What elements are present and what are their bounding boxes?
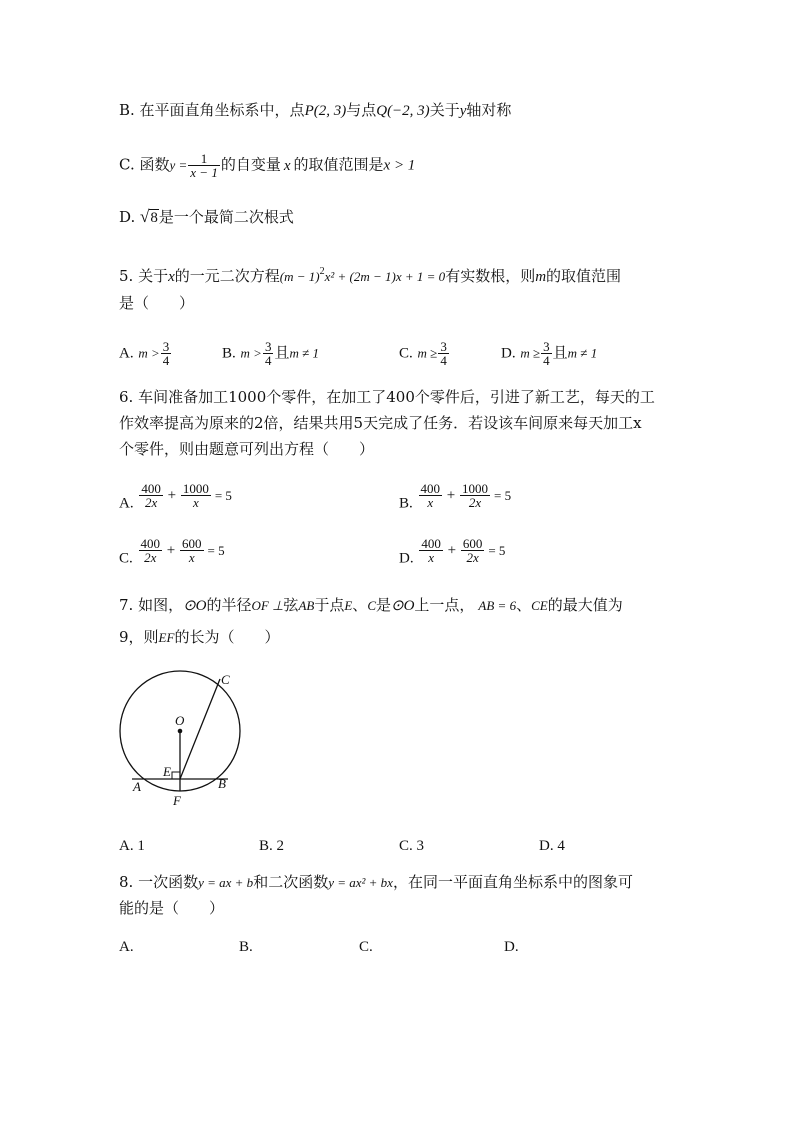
separator-2: 、: [516, 596, 532, 614]
text-independent-var: 的自变量: [220, 155, 281, 174]
q8-option-b[interactable]: B.: [239, 939, 253, 955]
label-b: B: [218, 776, 226, 791]
numerator: 600: [462, 536, 483, 551]
fraction-1: [419, 537, 443, 564]
numerator: 3: [162, 339, 170, 354]
fraction-2: [461, 537, 485, 564]
func-y: y =: [169, 157, 188, 173]
q8-text2: 和二次函数: [253, 873, 329, 891]
fraction-2: [181, 482, 211, 509]
fraction-1: [139, 537, 163, 564]
q7-line2: [119, 627, 279, 648]
fraction-2: [460, 482, 490, 509]
option-label: A.: [119, 345, 134, 362]
numerator: 3: [440, 339, 447, 354]
numerator: 3: [264, 339, 272, 354]
q5-line2: 是（ ）: [119, 294, 195, 312]
point-c: C: [367, 598, 376, 613]
denominator: x: [192, 495, 199, 510]
text-symmetric: 轴对称: [466, 101, 512, 119]
rhs: = 5: [494, 487, 512, 503]
rhs: = 5: [214, 487, 232, 503]
q5-option-d[interactable]: [501, 340, 597, 367]
circle-o-2: ⊙O: [391, 598, 415, 614]
denominator: x: [427, 495, 434, 510]
plus-sign: +: [163, 542, 180, 559]
denominator: 4: [264, 353, 272, 368]
option-label: D.: [399, 550, 414, 567]
plus-sign: +: [443, 542, 460, 559]
condition: x > 1: [383, 157, 416, 174]
denominator: 4: [543, 353, 550, 368]
option-expr: m ≥: [417, 345, 438, 361]
option-b-text: B. 在平面直角坐标系中，点: [119, 101, 305, 119]
q8-option-a[interactable]: A.: [119, 939, 134, 955]
cond-ab: AB = 6: [478, 598, 517, 613]
option-b-line: [119, 100, 511, 121]
option-label: C.: [119, 550, 133, 567]
separator: 、: [352, 596, 368, 614]
numerator: 400: [140, 536, 161, 551]
denominator: 4: [440, 353, 447, 368]
numerator: 400: [421, 536, 441, 551]
q8-line2: 能的是（ ）: [119, 899, 225, 917]
option-d-line: [119, 207, 294, 228]
q5-option-c[interactable]: [399, 340, 450, 367]
expr-ce: CE: [531, 598, 548, 613]
segment-ce: [180, 679, 220, 779]
label-c: C: [221, 672, 230, 687]
numerator: 1000: [462, 481, 489, 496]
denominator: 2x: [468, 495, 482, 510]
fraction-2: [180, 537, 204, 564]
denominator: x − 1: [190, 165, 218, 180]
func-quadratic: y = ax² + bx: [328, 875, 393, 890]
q7-text6: 上一点，: [414, 596, 475, 614]
q6-option-c[interactable]: [119, 537, 225, 569]
radicand: 8: [150, 210, 158, 226]
circle-o: ⊙O: [183, 598, 207, 614]
denominator: 2x: [144, 495, 158, 510]
q7-text2: 的半径: [206, 596, 252, 614]
var-x: x: [168, 269, 175, 285]
option-cond: m ≠ 1: [289, 345, 320, 361]
q7-text4: 于点: [314, 596, 345, 614]
fraction: [541, 340, 552, 367]
q5-text3: 有实数根，则: [445, 267, 536, 285]
fraction: [263, 340, 274, 367]
fraction: [161, 340, 172, 367]
denominator: 2x: [466, 550, 479, 565]
q8-text3: ，在同一平面直角坐标系中的图象可: [392, 873, 633, 891]
q5-text: 5. 关于: [119, 267, 169, 285]
denominator: x: [428, 550, 435, 565]
fraction: [188, 152, 220, 179]
option-label: D.: [501, 345, 516, 362]
option-label: B.: [222, 345, 236, 362]
plus-sign: +: [443, 487, 460, 504]
q5-option-b[interactable]: [222, 340, 319, 367]
rhs: = 5: [488, 542, 506, 558]
denominator: 2x: [144, 550, 157, 565]
expr-of: OF ⊥: [251, 598, 284, 613]
label-o: O: [175, 713, 185, 728]
equation-part2: x² + (2m − 1)x + 1 = 0: [324, 269, 446, 284]
option-d-tail: 是一个最简二次根式: [158, 208, 294, 226]
denominator: x: [188, 550, 195, 565]
option-expr: m >: [240, 345, 262, 361]
var-y: y: [459, 103, 467, 119]
var-m: m: [535, 269, 547, 285]
q5-option-a[interactable]: [119, 340, 172, 367]
option-expr: m ≥: [520, 345, 541, 361]
expr-ef: EF: [158, 630, 175, 645]
q5-text2: 的一元二次方程: [174, 267, 280, 285]
numerator: 1000: [182, 481, 209, 496]
q7-option-a[interactable]: A. 1: [119, 838, 145, 854]
numerator: 1: [188, 152, 220, 166]
q7-text5: 是: [375, 596, 391, 614]
q7-line1: [119, 595, 623, 616]
text-range: 的取值范围是: [293, 155, 384, 174]
text-about: 关于: [429, 101, 460, 119]
q8-line1: [119, 872, 633, 893]
q7-text9: 的长为（ ）: [174, 628, 280, 646]
q8-text: 8. 一次函数: [119, 873, 199, 891]
label-f: F: [173, 793, 181, 808]
q7-text8: 9，则: [119, 628, 159, 646]
equation-part1: (m − 1): [279, 269, 320, 284]
point-p: P(2, 3): [304, 103, 347, 119]
option-c-text: C. 函数: [119, 155, 170, 174]
point-e: E: [344, 598, 353, 613]
option-and: 且: [552, 343, 568, 362]
fraction: [438, 340, 449, 367]
label-e: E: [163, 764, 171, 779]
sqrt-icon: √: [140, 207, 150, 226]
q6-option-b[interactable]: [399, 482, 511, 514]
plus-sign: +: [163, 487, 180, 504]
fraction-1: [139, 482, 163, 509]
rhs: = 5: [207, 542, 225, 558]
func-linear: y = ax + b: [198, 875, 254, 890]
q6-option-d[interactable]: [399, 537, 505, 569]
numerator: 600: [182, 536, 202, 551]
label-a: A: [133, 779, 141, 794]
q7-option-b[interactable]: B. 2: [259, 838, 285, 854]
option-and: 且: [274, 343, 290, 362]
q7-text: 7. 如图，: [119, 596, 184, 614]
q6-line2: 作效率提高为原来的2倍，结果共用5天完成了任务．若设该车间原来每天加工x: [119, 414, 642, 432]
numerator: 400: [141, 481, 161, 496]
q5-line1: [119, 262, 621, 287]
numerator: 3: [543, 339, 550, 354]
option-d-text: D.: [119, 208, 136, 226]
q6-line1: 6. 车间准备加工1000个零件，在加工了400个零件后，引进了新工艺，每天的工: [119, 388, 655, 406]
circle-figure: [112, 668, 252, 813]
q8-option-d[interactable]: D.: [504, 939, 519, 955]
denominator: 4: [162, 353, 170, 368]
q5-text4: 的取值范围: [546, 267, 622, 285]
q7-option-c[interactable]: C. 3: [399, 838, 425, 854]
q7-text7: 的最大值为: [547, 596, 623, 614]
q7-option-d[interactable]: D. 4: [539, 838, 565, 854]
numerator: 400: [420, 481, 441, 496]
right-angle-mark: [172, 772, 180, 779]
option-expr: m >: [138, 345, 160, 361]
exponent: 2: [319, 266, 325, 277]
var-x: x: [283, 157, 291, 174]
option-label: C.: [399, 345, 413, 362]
option-label: B.: [399, 495, 413, 512]
option-label: A.: [119, 495, 134, 512]
option-c-line: [119, 152, 415, 179]
q8-option-c[interactable]: C.: [359, 939, 373, 955]
text-connector: 与点: [346, 101, 377, 119]
option-cond: m ≠ 1: [567, 345, 598, 361]
q7-text3: 弦: [283, 596, 299, 614]
expr-ab: AB: [298, 598, 315, 613]
q6-line3: 个零件，则由题意可列出方程（ ）: [119, 440, 375, 458]
center-dot: [178, 729, 183, 734]
q6-option-a[interactable]: [119, 482, 232, 514]
fraction-1: [419, 482, 443, 509]
point-q: Q(−2, 3): [376, 103, 430, 119]
